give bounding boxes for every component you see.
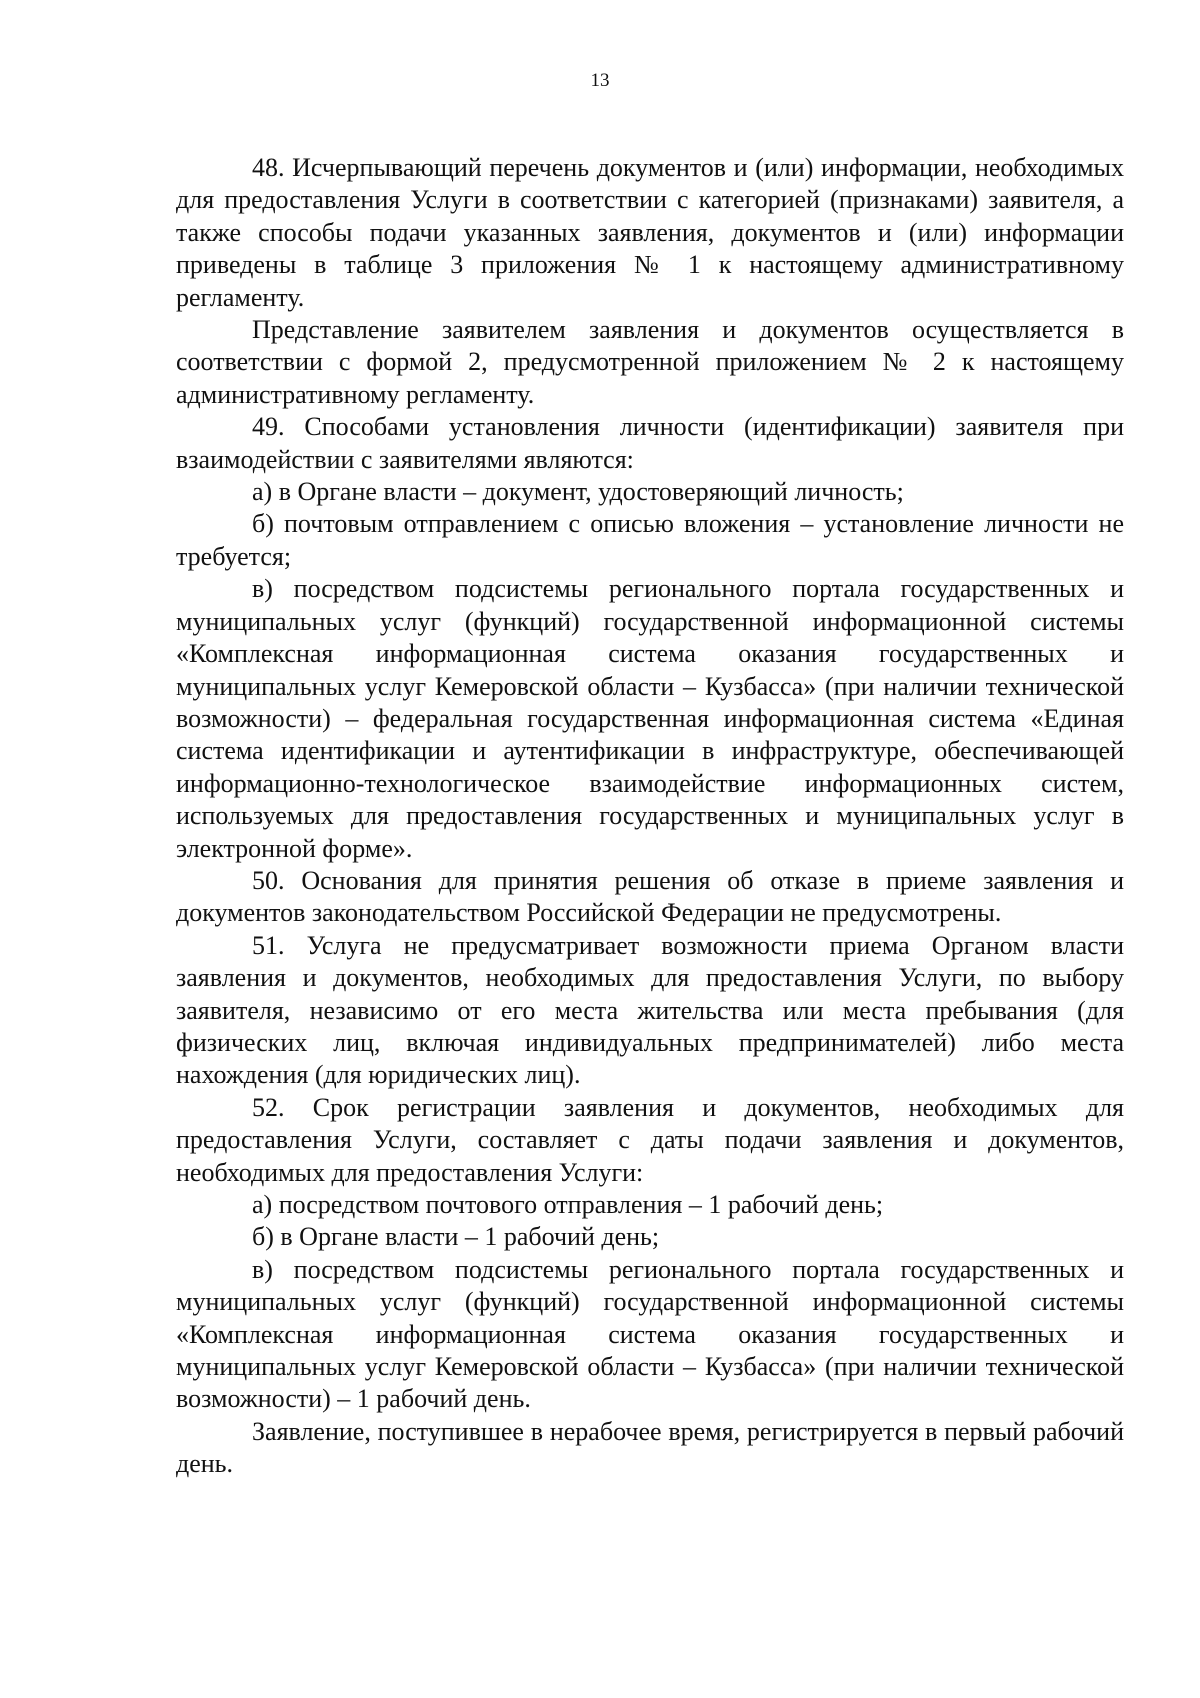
paragraph-submission-form: Представление заявителем заявления и документов осуществляется в соответствии с формой 2, предусмотренной приложением № 2 к настоящему административному регламенту. — [176, 315, 1124, 409]
paragraph-48: 48. Исчерпывающий перечень документов и (или) информации, необходимых для предоставления Услуги в соответствии с категорией (признаками) заявителя, а также способы подачи указанных заявления, документов и (или) информации приведены в таблице 3 приложения № 1 к настоящему административному регламенту. — [176, 153, 1124, 312]
paragraph-nonworking-time: Заявление, поступившее в нерабочее время, регистрируется в первый рабочий день. — [176, 1416, 1124, 1479]
list-item-49a: а) в Органе власти – документ, удостоверяющий личность; — [252, 477, 904, 507]
list-item-49b: б) почтовым отправлением с описью вложения – установление личности не требуется; — [176, 509, 1124, 571]
paragraph-50: 50. Основания для принятия решения об отказе в приеме заявления и документов законодательством Российской Федерации не предусмотрены. — [176, 865, 1124, 928]
paragraph-49: 49. Способами установления личности (идентификации) заявителя при взаимодействии с заявителями являются: — [176, 412, 1124, 474]
list-item-52v: в) посредством подсистемы регионального портала государственных и муниципальных услуг (функций) государственной информационной системы «Комплексная информационная система оказания государственных и муниципальных услуг Кемеровской области – Кузбасса» (при наличии технической возможности) – 1 рабочий день. — [176, 1254, 1124, 1414]
document-body — [176, 152, 1124, 1481]
list-item-49v: в) посредством подсистемы регионального портала государственных и муниципальных услуг (функций) государственной информационной системы «Комплексная информационная система оказания государственных и муниципальных услуг Кемеровской области – Кузбасса» (при наличии технической возможности) – федеральная государственная информационная система «Единая система идентификации и аутентификации в инфраструктуре, обеспечивающей информационно-технологическое взаимодействие информационных систем, используемых для предоставления государственных и муниципальных услуг в электронной форме». — [176, 574, 1124, 863]
list-item-52b: б) в Органе власти – 1 рабочий день; — [252, 1222, 660, 1252]
list-item-52a: а) посредством почтового отправления – 1 рабочий день; — [252, 1190, 884, 1219]
paragraph-52: 52. Срок регистрации заявления и документов, необходимых для предоставления Услуги, составляет с даты подачи заявления и документов, необходимых для предоставления Услуги: — [176, 1092, 1124, 1187]
paragraph-51: 51. Услуга не предусматривает возможности приема Органом власти заявления и документов, необходимых для предоставления Услуги, по выбору заявителя, независимо от его места жительства или места пребывания (для физических лиц, включая индивидуальных предпринимателей) либо места нахождения (для юридических лиц). — [176, 930, 1124, 1090]
page-number: 13 — [590, 70, 610, 91]
